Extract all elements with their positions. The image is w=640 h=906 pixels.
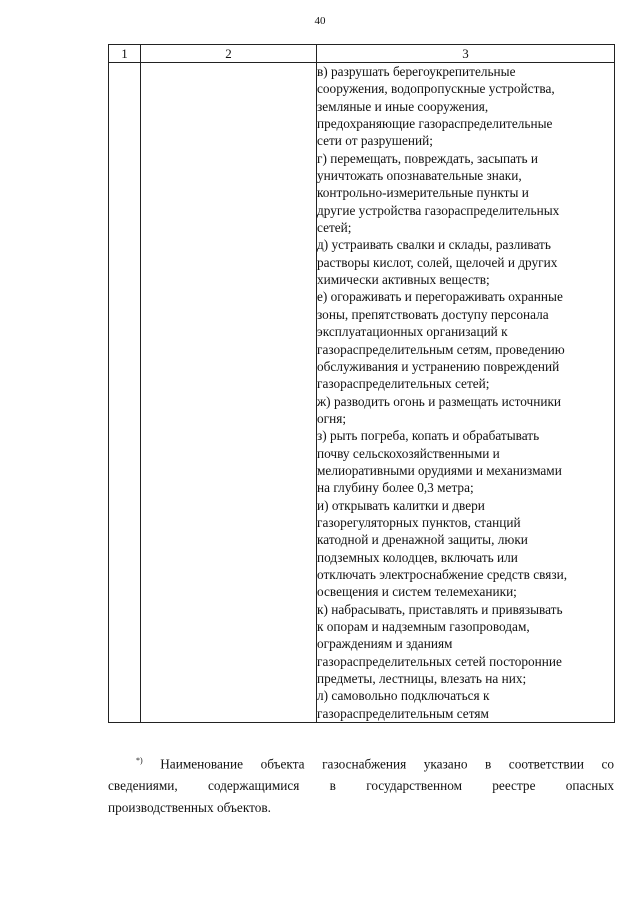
cell-text-line: сети от разрушений;	[317, 133, 433, 149]
cell-text-line: отключать электроснабжение средств связи,	[317, 566, 568, 582]
cell-text-line: огня;	[317, 410, 347, 426]
table-header-row	[109, 45, 615, 63]
table-cell-col2	[141, 63, 317, 723]
cell-text-line: химически активных веществ;	[317, 272, 490, 288]
cell-text-line: газорегуляторных пунктов, станций	[317, 514, 521, 530]
cell-text-line: ограждениям и зданиям	[317, 636, 453, 652]
footnote-line	[108, 750, 614, 775]
cell-text-line: газораспределительных сетей;	[317, 376, 490, 392]
cell-text-line: уничтожать опознавательные знаки,	[317, 168, 522, 184]
footnote-text: Наименование объекта газоснабжения указано в соответствии со	[160, 756, 614, 772]
footnote-line: сведениями, содержащимися в государственном реестре опасных	[108, 778, 614, 794]
cell-text-line: в) разрушать берегоукрепительные	[317, 64, 516, 79]
cell-text-line: обслуживания и устранению повреждений	[317, 358, 560, 374]
cell-text-line: подземных колодцев, включать или	[317, 549, 518, 565]
footnote-marker: *)	[136, 756, 143, 765]
cell-text-line: газораспределительным сетям	[317, 705, 489, 721]
cell-text-line: контрольно-измерительные пункты и	[317, 185, 529, 201]
cell-text-line: д) устраивать свалки и склады, разливать	[317, 237, 551, 253]
cell-text-line: почву сельскохозяйственными и	[317, 445, 500, 461]
cell-text-line: сооружения, водопропускные устройства,	[317, 81, 555, 97]
cell-text-line: сетей;	[317, 220, 352, 236]
cell-text-line: ж) разводить огонь и размещать источники	[317, 393, 562, 409]
cell-text-line: к опорам и надземным газопроводам,	[317, 619, 530, 634]
cell-text-line: е) огораживать и перегораживать охранные	[317, 289, 563, 305]
cell-text-line: земляные и иные сооружения,	[317, 98, 489, 114]
table-cell-col1	[109, 63, 141, 723]
cell-text-line: предметы, лестницы, влезать на них;	[317, 671, 527, 687]
cell-text-line: другие устройства газораспределительных	[317, 202, 560, 218]
cell-text-line: растворы кислот, солей, щелочей и других	[317, 254, 558, 270]
cell-text-line: л) самовольно подключаться к	[317, 688, 490, 704]
cell-text-line: газораспределительных сетей посторонние	[317, 653, 562, 669]
cell-text-line: катодной и дренажной защиты, люки	[317, 532, 528, 548]
cell-text-line: зоны, препятствовать доступу персонала	[317, 306, 549, 322]
column-header-2: 2	[141, 45, 317, 63]
cell-text-line: на глубину более 0,3 метра;	[317, 480, 474, 496]
cell-text-line: з) рыть погреба, копать и обрабатывать	[317, 428, 540, 444]
column-header-3: 3	[317, 45, 615, 63]
cell-text-line: эксплуатационных организаций к	[317, 324, 508, 340]
page-number: 40	[314, 15, 326, 27]
table-row	[109, 63, 615, 723]
cell-text-line: и) открывать калитки и двери	[317, 497, 485, 513]
cell-text-line: газораспределительным сетям, проведению	[317, 341, 565, 357]
cell-text-line: г) перемещать, повреждать, засыпать и	[317, 150, 539, 166]
cell-text-line: к) набрасывать, приставлять и привязывать	[317, 601, 563, 617]
document-table	[108, 44, 615, 723]
footnote	[108, 750, 614, 819]
cell-text-line: освещения и систем телемеханики;	[317, 584, 517, 600]
footnote-line: производственных объектов.	[108, 800, 271, 816]
table-cell-col3	[317, 63, 615, 723]
cell-text-line: предохраняющие газораспределительные	[317, 116, 553, 132]
cell-text-line: мелиоративными орудиями и механизмами	[317, 462, 562, 478]
column-header-1: 1	[109, 45, 141, 63]
